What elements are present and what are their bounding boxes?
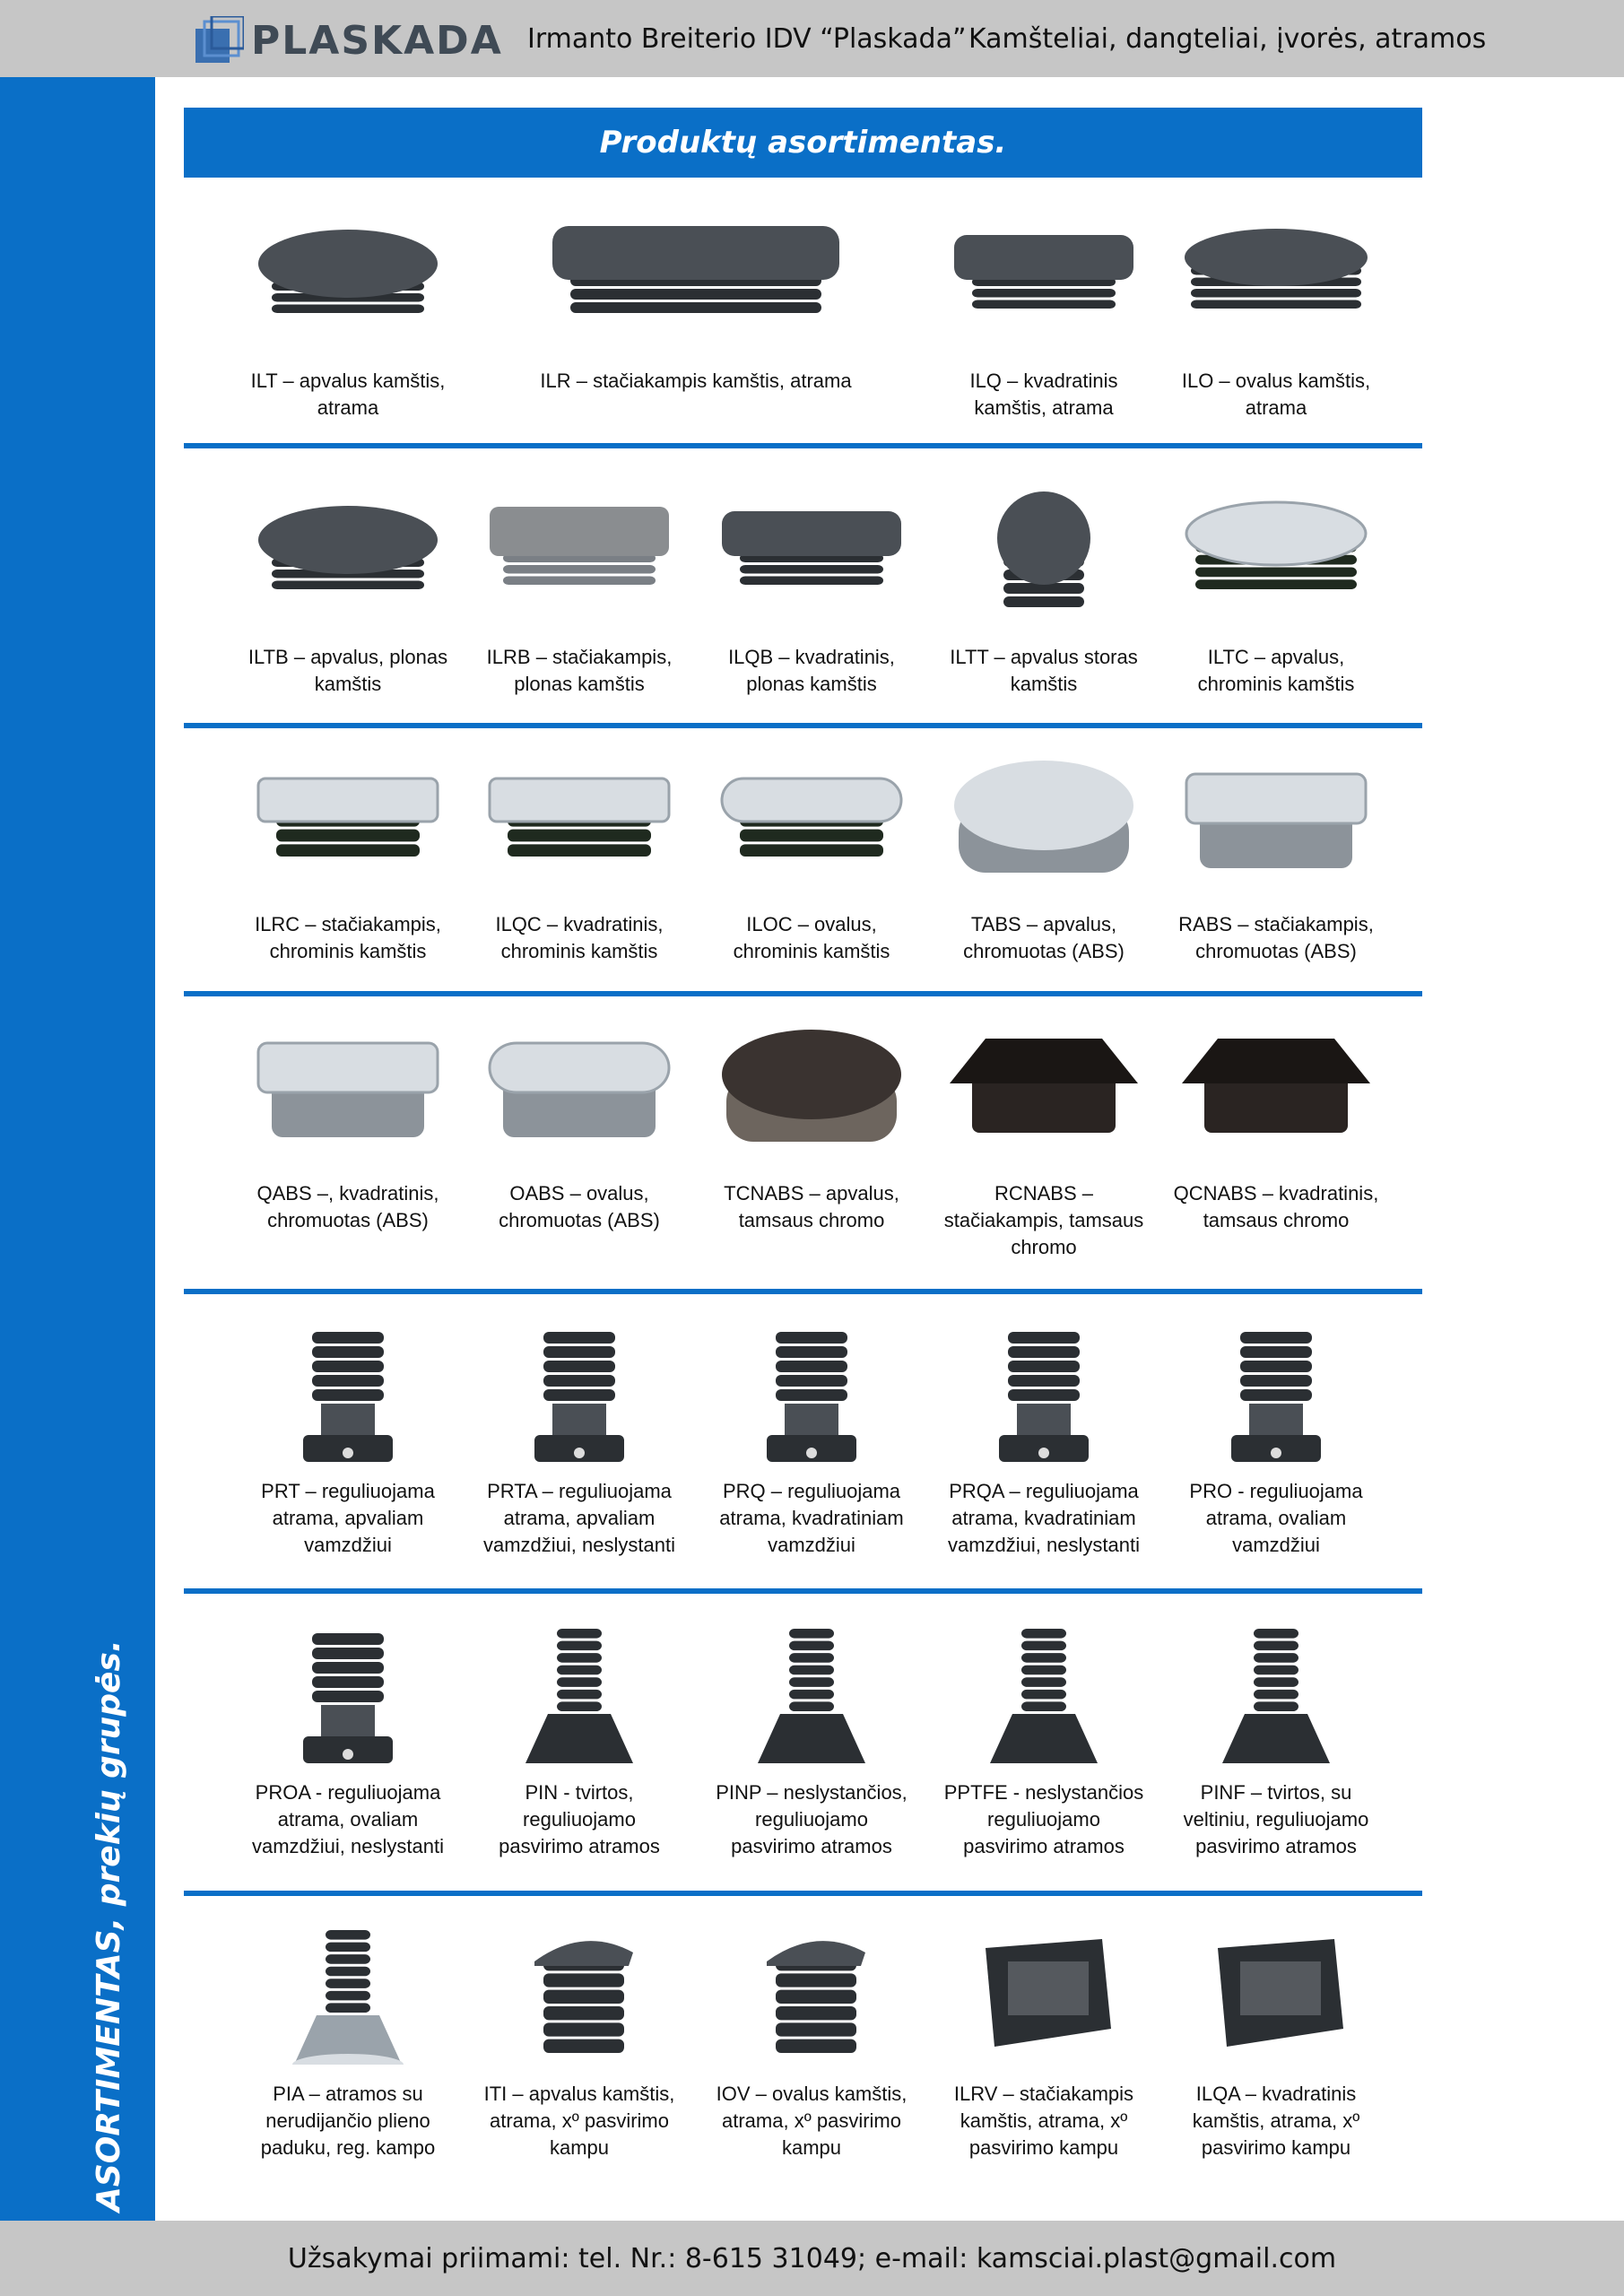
company-name: Irmanto Breiterio IDV “Plaskada” xyxy=(527,23,967,55)
round-chrome-plug-icon xyxy=(1164,484,1388,628)
product-caption: ILTB – apvalus, plonas kamštis xyxy=(248,646,448,695)
product-item xyxy=(1164,1318,1388,1559)
product-item xyxy=(1164,484,1388,698)
product-caption: OABS – ovalus, chromuotas (ABS) xyxy=(499,1182,660,1231)
product-item xyxy=(467,1620,691,1860)
product-caption: PIN - tvirtos, reguliuojamo pasvirimo atramos xyxy=(499,1781,660,1857)
product-caption: RCNABS – stačiakampis, tamsaus chromo xyxy=(943,1182,1144,1258)
product-item xyxy=(1164,1021,1388,1234)
product-caption: PRT – reguliuojama atrama, apvaliam vamzdžiui xyxy=(261,1480,435,1556)
product-caption: ILRV – stačiakampis kamštis, atrama, xº pasvirimo kampu xyxy=(953,2083,1134,2159)
product-caption: ILQA – kvadratinis kamštis, atrama, xº pasvirimo kampu xyxy=(1192,2083,1360,2159)
product-caption: ITI – apvalus kamštis, atrama, xº pasvirimo kampu xyxy=(483,2083,675,2159)
square-dark-chrome-cap-icon xyxy=(1164,1021,1388,1164)
product-caption: PIA – atramos su nerudijančio plieno paduku, reg. kampo xyxy=(260,2083,436,2159)
angled-plug-icon xyxy=(467,1921,691,2065)
product-item xyxy=(1164,208,1388,422)
product-item xyxy=(236,208,460,422)
oval-chrome-plug-icon xyxy=(699,752,924,895)
product-caption: ILQB – kvadratinis, plonas kamštis xyxy=(728,646,895,695)
swivel-glide-icon xyxy=(1164,1620,1388,1763)
product-caption: ILQ – kvadratinis kamštis, atrama xyxy=(969,370,1118,419)
product-item xyxy=(699,1021,924,1234)
product-caption: ILRB – stačiakampis, plonas kamštis xyxy=(486,646,673,695)
product-item xyxy=(236,752,460,965)
adjustable-foot-icon xyxy=(467,1318,691,1462)
product-item xyxy=(467,1021,691,1234)
product-caption: ILR – stačiakampis kamštis, atrama xyxy=(540,370,852,392)
round-plug-icon xyxy=(236,208,460,352)
product-caption: ILTC – apvalus, chrominis kamštis xyxy=(1197,646,1355,695)
row-divider xyxy=(184,991,1422,996)
product-item xyxy=(467,484,691,698)
product-caption: ILQC – kvadratinis, chrominis kamštis xyxy=(495,913,664,962)
row-divider xyxy=(184,443,1422,448)
row-divider xyxy=(184,1891,1422,1896)
square-plug-icon xyxy=(932,208,1156,352)
product-item xyxy=(1164,1620,1388,1860)
page-title: Produktų asortimentas. xyxy=(599,125,1007,161)
product-item xyxy=(467,1318,691,1559)
rectangular-abs-cap-icon xyxy=(1164,752,1388,895)
adjustable-foot-icon xyxy=(1164,1318,1388,1462)
rectangular-dark-chrome-cap-icon xyxy=(932,1021,1156,1164)
sidebar-label: ASORTIMENTAS, prekių grupės. xyxy=(91,1639,127,2212)
angled-plug-icon xyxy=(699,1921,924,2065)
product-caption: ILRC – stačiakampis, chrominis kamštis xyxy=(255,913,441,962)
product-caption: PRO - reguliuojama atrama, ovaliam vamzdžiui xyxy=(1189,1480,1363,1556)
adjustable-foot-icon xyxy=(236,1318,460,1462)
product-caption: TABS – apvalus, chromuotas (ABS) xyxy=(963,913,1125,962)
row-divider xyxy=(184,1289,1422,1294)
product-item xyxy=(1164,1921,1388,2161)
oval-plug-icon xyxy=(1164,208,1388,352)
product-caption: QABS –, kvadratinis, chromuotas (ABS) xyxy=(256,1182,439,1231)
swivel-glide-icon xyxy=(932,1620,1156,1763)
footer-contact: Užsakymai priimami: tel. Nr.: 8-615 31049; e-mail: kamsciai.plast@gmail.com xyxy=(287,2242,1337,2274)
rectangular-thin-plug-icon xyxy=(467,484,691,628)
product-caption: ILO – ovalus kamštis, atrama xyxy=(1181,370,1371,419)
adjustable-foot-icon xyxy=(932,1318,1156,1462)
square-chrome-plug-icon xyxy=(467,752,691,895)
rectangular-chrome-plug-icon xyxy=(236,752,460,895)
swivel-glide-icon xyxy=(467,1620,691,1763)
product-item xyxy=(236,1620,460,1860)
product-caption: TCNABS – apvalus, tamsaus chromo xyxy=(724,1182,899,1231)
header-bar xyxy=(0,0,1624,77)
product-item xyxy=(932,1921,1156,2161)
product-item xyxy=(932,484,1156,698)
product-item xyxy=(699,1318,924,1559)
oval-abs-cap-icon xyxy=(467,1021,691,1164)
round-dome-plug-icon xyxy=(932,484,1156,628)
product-item xyxy=(699,1921,924,2161)
product-item xyxy=(932,1620,1156,1860)
angled-rectangular-plug-icon xyxy=(932,1921,1156,2065)
product-caption: PPTFE - neslystančios reguliuojamo pasvirimo atramos xyxy=(943,1781,1144,1857)
product-item xyxy=(932,208,1156,422)
logo-text: PLASKADA xyxy=(251,18,503,64)
product-caption: PRQA – reguliuojama atrama, kvadratiniam vamzdžiui, neslystanti xyxy=(948,1480,1140,1556)
product-item xyxy=(699,1620,924,1860)
swivel-glide-icon xyxy=(699,1620,924,1763)
product-caption: PRQ – reguliuojama atrama, kvadratiniam vamzdžiui xyxy=(719,1480,904,1556)
product-item xyxy=(932,1318,1156,1559)
product-item xyxy=(534,208,857,395)
swivel-glide-steel-icon xyxy=(236,1921,460,2065)
row-divider xyxy=(184,723,1422,728)
row-divider xyxy=(184,1588,1422,1594)
product-caption: ILTT – apvalus storas kamštis xyxy=(950,646,1138,695)
footer-bar xyxy=(0,2221,1624,2296)
product-item xyxy=(467,1921,691,2161)
product-item xyxy=(932,1021,1156,1261)
round-dark-chrome-cap-icon xyxy=(699,1021,924,1164)
round-thin-plug-icon xyxy=(236,484,460,628)
product-item xyxy=(1164,752,1388,965)
product-caption: PROA - reguliuojama atrama, ovaliam vamzdžiui, neslystanti xyxy=(252,1781,444,1857)
product-item xyxy=(236,1318,460,1559)
product-item xyxy=(467,752,691,965)
adjustable-foot-icon xyxy=(236,1620,460,1763)
sidebar xyxy=(0,77,155,2221)
product-caption: PINF – tvirtos, su veltiniu, reguliuojamo pasvirimo atramos xyxy=(1183,1781,1369,1857)
product-caption: RABS – stačiakampis, chromuotas (ABS) xyxy=(1178,913,1374,962)
product-item xyxy=(236,484,460,698)
product-caption: QCNABS – kvadratinis, tamsaus chromo xyxy=(1173,1182,1379,1231)
product-item xyxy=(236,1921,460,2161)
product-item xyxy=(236,1021,460,1234)
product-caption: PRTA – reguliuojama atrama, apvaliam vamzdžiui, neslystanti xyxy=(483,1480,675,1556)
title-bar xyxy=(184,108,1422,178)
header-tagline: Kamšteliai, dangteliai, įvorės, atramos xyxy=(968,23,1487,55)
adjustable-foot-icon xyxy=(699,1318,924,1462)
product-item xyxy=(699,752,924,965)
product-caption: ILT – apvalus kamštis, atrama xyxy=(250,370,446,419)
product-caption: ILOC – ovalus, chrominis kamštis xyxy=(733,913,890,962)
product-caption: IOV – ovalus kamštis, atrama, xº pasvirimo kampu xyxy=(716,2083,908,2159)
square-abs-cap-icon xyxy=(236,1021,460,1164)
round-abs-cap-icon xyxy=(932,752,1156,895)
product-item xyxy=(699,484,924,698)
product-item xyxy=(932,752,1156,965)
rectangular-plug-icon xyxy=(534,208,857,352)
product-caption: PINP – neslystančios, reguliuojamo pasvirimo atramos xyxy=(716,1781,908,1857)
logo-icon xyxy=(195,16,244,65)
square-thin-plug-icon xyxy=(699,484,924,628)
angled-square-plug-icon xyxy=(1164,1921,1388,2065)
